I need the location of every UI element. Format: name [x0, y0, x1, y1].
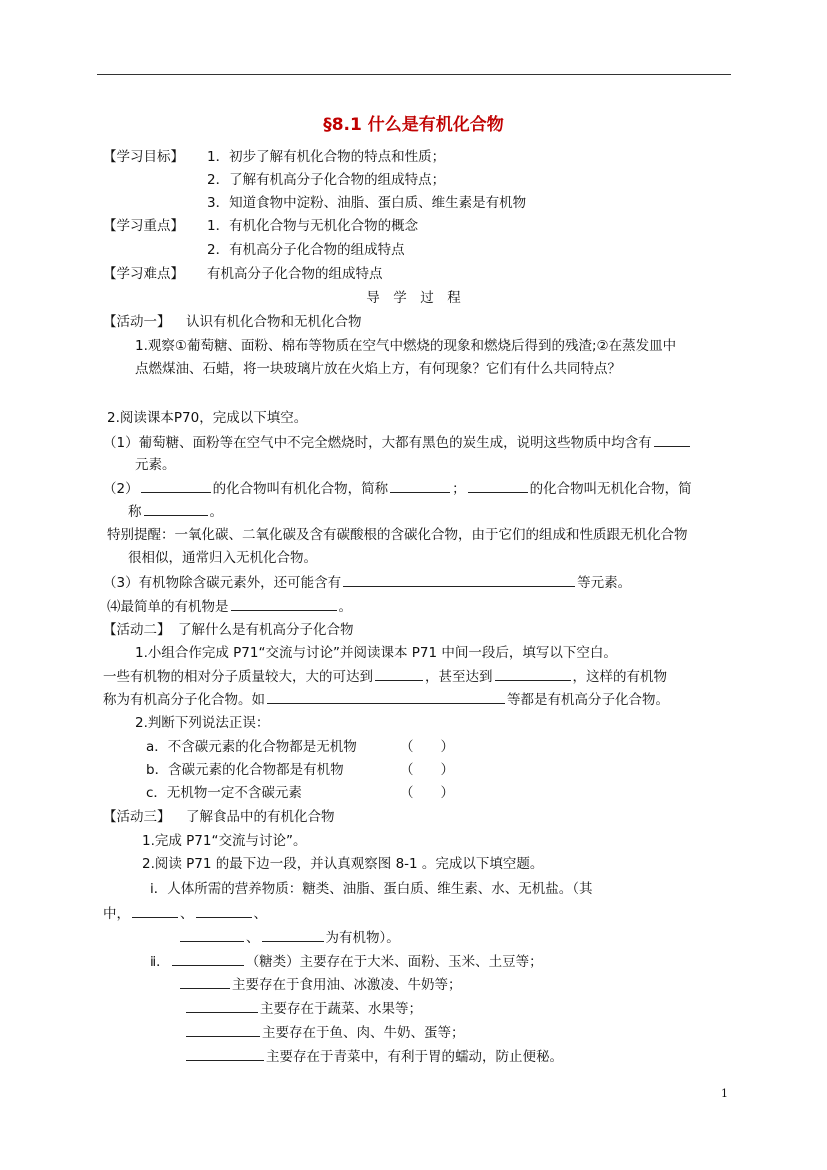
food-source-text: 主要存在于食用油、冰激凌、牛奶等；: [232, 977, 462, 993]
activity2-line1: 1.小组合作完成 P71“交流与讨论”并阅读课本 P71 中间一段后，填写以下空白。: [135, 645, 617, 661]
activity1-topic: 认识有机化合物和无机化合物: [186, 314, 362, 330]
blank-field[interactable]: [180, 927, 244, 942]
blank-field[interactable]: [132, 903, 178, 918]
activity1-read-instruction: 2.阅读课本P70，完成以下填空。: [107, 410, 308, 426]
blank-field[interactable]: [231, 596, 337, 611]
blank-field[interactable]: [144, 501, 208, 516]
question1-line2: 元素。: [135, 457, 176, 473]
question2-text-c: 的化合物叫无机化合物，简: [529, 481, 692, 497]
activity2-topic: 了解什么是有机高分子化合物: [178, 622, 354, 638]
blank-field[interactable]: [375, 666, 423, 681]
question2-text-a: 的化合物叫有机化合物，简称: [212, 481, 389, 497]
key-point-item-1: 1．有机化合物与无机化合物的概念: [207, 218, 419, 234]
question2-text-d: 称: [128, 504, 142, 520]
activity2-line2: [103, 666, 667, 687]
blank-field[interactable]: [172, 951, 244, 966]
activity2-label: 【活动二】: [103, 622, 171, 638]
blank-field[interactable]: [468, 478, 528, 493]
blank-field[interactable]: [186, 998, 258, 1013]
question1-text: （1）葡萄糖、面粉等在空气中不完全燃烧时，大都有黑色的炭生成，说明这些物质中均含有: [103, 435, 652, 451]
blank-field[interactable]: [390, 478, 450, 493]
page-title: §8.1 什么是有机化合物: [323, 115, 504, 135]
organic-tail: 为有机物）。: [325, 930, 400, 946]
blank-field[interactable]: [141, 478, 211, 493]
activity3-topic: 了解食品中的有机化合物: [186, 809, 335, 825]
question3-line: [103, 572, 631, 593]
ii-label: ⅱ．: [150, 954, 170, 970]
food-source-text: （糖类）主要存在于大米、面粉、玉米、土豆等；: [245, 954, 543, 970]
question2-text-b: ；: [452, 481, 466, 497]
statement-c-answer[interactable]: （ ）: [400, 785, 454, 801]
activity2-line2-c: ，这样的有机物: [572, 669, 667, 685]
difficulty-label: 【学习难点】: [103, 266, 184, 282]
statement-b-answer[interactable]: （ ）: [400, 762, 454, 778]
objectives-label: 【学习目标】: [103, 149, 184, 165]
activity3-line2: 2.阅读 P71 的最下边一段，并认真观察图 8-1 。完成以下填空题。: [142, 856, 544, 872]
special-note-line2: 很相似，通常归入无机化合物。: [128, 550, 317, 566]
blank-field[interactable]: [196, 903, 252, 918]
blank-field[interactable]: [495, 666, 571, 681]
nutrients-organic-line2: [178, 927, 400, 948]
blank-field[interactable]: [267, 689, 505, 704]
activity1-label: 【活动一】: [103, 314, 171, 330]
question4-text: ⑷最简单的有机物是: [107, 599, 229, 615]
activity3-label: 【活动三】: [103, 809, 171, 825]
activity2-line2-a: 一些有机物的相对分子质量较大，大的可达到: [103, 669, 373, 685]
activity3-line1: 1.完成 P71“交流与讨论”。: [142, 833, 307, 849]
statement-a-answer[interactable]: （ ）: [400, 739, 454, 755]
blank-field[interactable]: [186, 1022, 260, 1037]
food-source-line2: [178, 974, 462, 995]
process-heading: 导 学 过 程: [366, 290, 461, 306]
activity2-line3: [103, 689, 669, 710]
question2-text-e: 。: [209, 504, 223, 520]
food-source-text: 主要存在于蔬菜、水果等；: [260, 1001, 422, 1017]
statement-c: c．无机物一定不含碳元素: [146, 785, 302, 801]
objective-item-2: 2．了解有机高分子化合物的组成特点；: [207, 172, 446, 188]
question2-line2: [128, 501, 223, 522]
blank-field[interactable]: [343, 572, 575, 587]
activity2-line3-a: 称为有机高分子化合物。如: [103, 692, 265, 708]
special-note-line1: 特别提醒：一氧化碳、二氧化碳及含有碳酸根的含碳化合物，由于它们的组成和性质跟无机化合物: [107, 527, 688, 543]
blank-field[interactable]: [262, 927, 324, 942]
question3-tail: 等元素。: [577, 575, 632, 591]
activity2-line3-b: 等都是有机高分子化合物。: [507, 692, 669, 708]
separator: 、: [180, 906, 194, 922]
separator: 、: [253, 906, 267, 922]
question4-line: [107, 596, 352, 617]
blank-field[interactable]: [186, 1046, 264, 1061]
food-source-line1: [150, 951, 543, 972]
objective-item-3: 3．知道食物中淀粉、油脂、蛋白质、维生素是有机物: [207, 195, 527, 211]
activity2-line2-b: ，甚至达到: [425, 669, 493, 685]
zhong-text: 中，: [103, 906, 130, 922]
question2-number: （2）: [103, 481, 139, 497]
key-points-label: 【学习重点】: [103, 218, 184, 234]
nutrients-line: ⅰ．人体所需的营养物质：糖类、油脂、蛋白质、维生素、水、无机盐。（其: [150, 881, 593, 897]
statement-a: a．不含碳元素的化合物都是无机物: [146, 739, 357, 755]
nutrients-organic-line1: [103, 903, 267, 924]
activity1-observe-line2: 点燃煤油、石蜡，将一块玻璃片放在火焰上方，有何现象？它们有什么共同特点？: [135, 361, 621, 377]
blank-field[interactable]: [654, 432, 690, 447]
separator: 、: [246, 930, 260, 946]
difficulty-text: 有机高分子化合物的组成特点: [207, 266, 383, 282]
activity2-judge-instruction: 2.判断下列说法正误：: [135, 715, 270, 731]
key-point-item-2: 2．有机高分子化合物的组成特点: [207, 242, 405, 258]
food-source-text: 主要存在于鱼、肉、牛奶、蛋等；: [262, 1025, 465, 1041]
food-source-line3: [184, 998, 422, 1019]
question4-tail: 。: [338, 599, 352, 615]
blank-field[interactable]: [180, 974, 230, 989]
objective-item-1: 1．初步了解有机化合物的特点和性质；: [207, 149, 446, 165]
question2-line1: [103, 478, 692, 499]
activity1-observe-line1: 1.观察①葡萄糖、面粉、棉布等物质在空气中燃烧的现象和燃烧后得到的残渣;②在蒸发皿中: [135, 338, 677, 354]
food-source-text: 主要存在于青菜中，有利于胃的蠕动，防止便秘。: [266, 1049, 563, 1065]
question1-line1: [103, 432, 692, 453]
statement-b: b．含碳元素的化合物都是有机物: [146, 762, 344, 778]
food-source-line5: [184, 1046, 563, 1067]
food-source-line4: [184, 1022, 465, 1043]
page-number: 1: [721, 1087, 728, 1100]
question3-text: （3）有机物除含碳元素外，还可能含有: [103, 575, 342, 591]
header-rule: [97, 74, 731, 75]
